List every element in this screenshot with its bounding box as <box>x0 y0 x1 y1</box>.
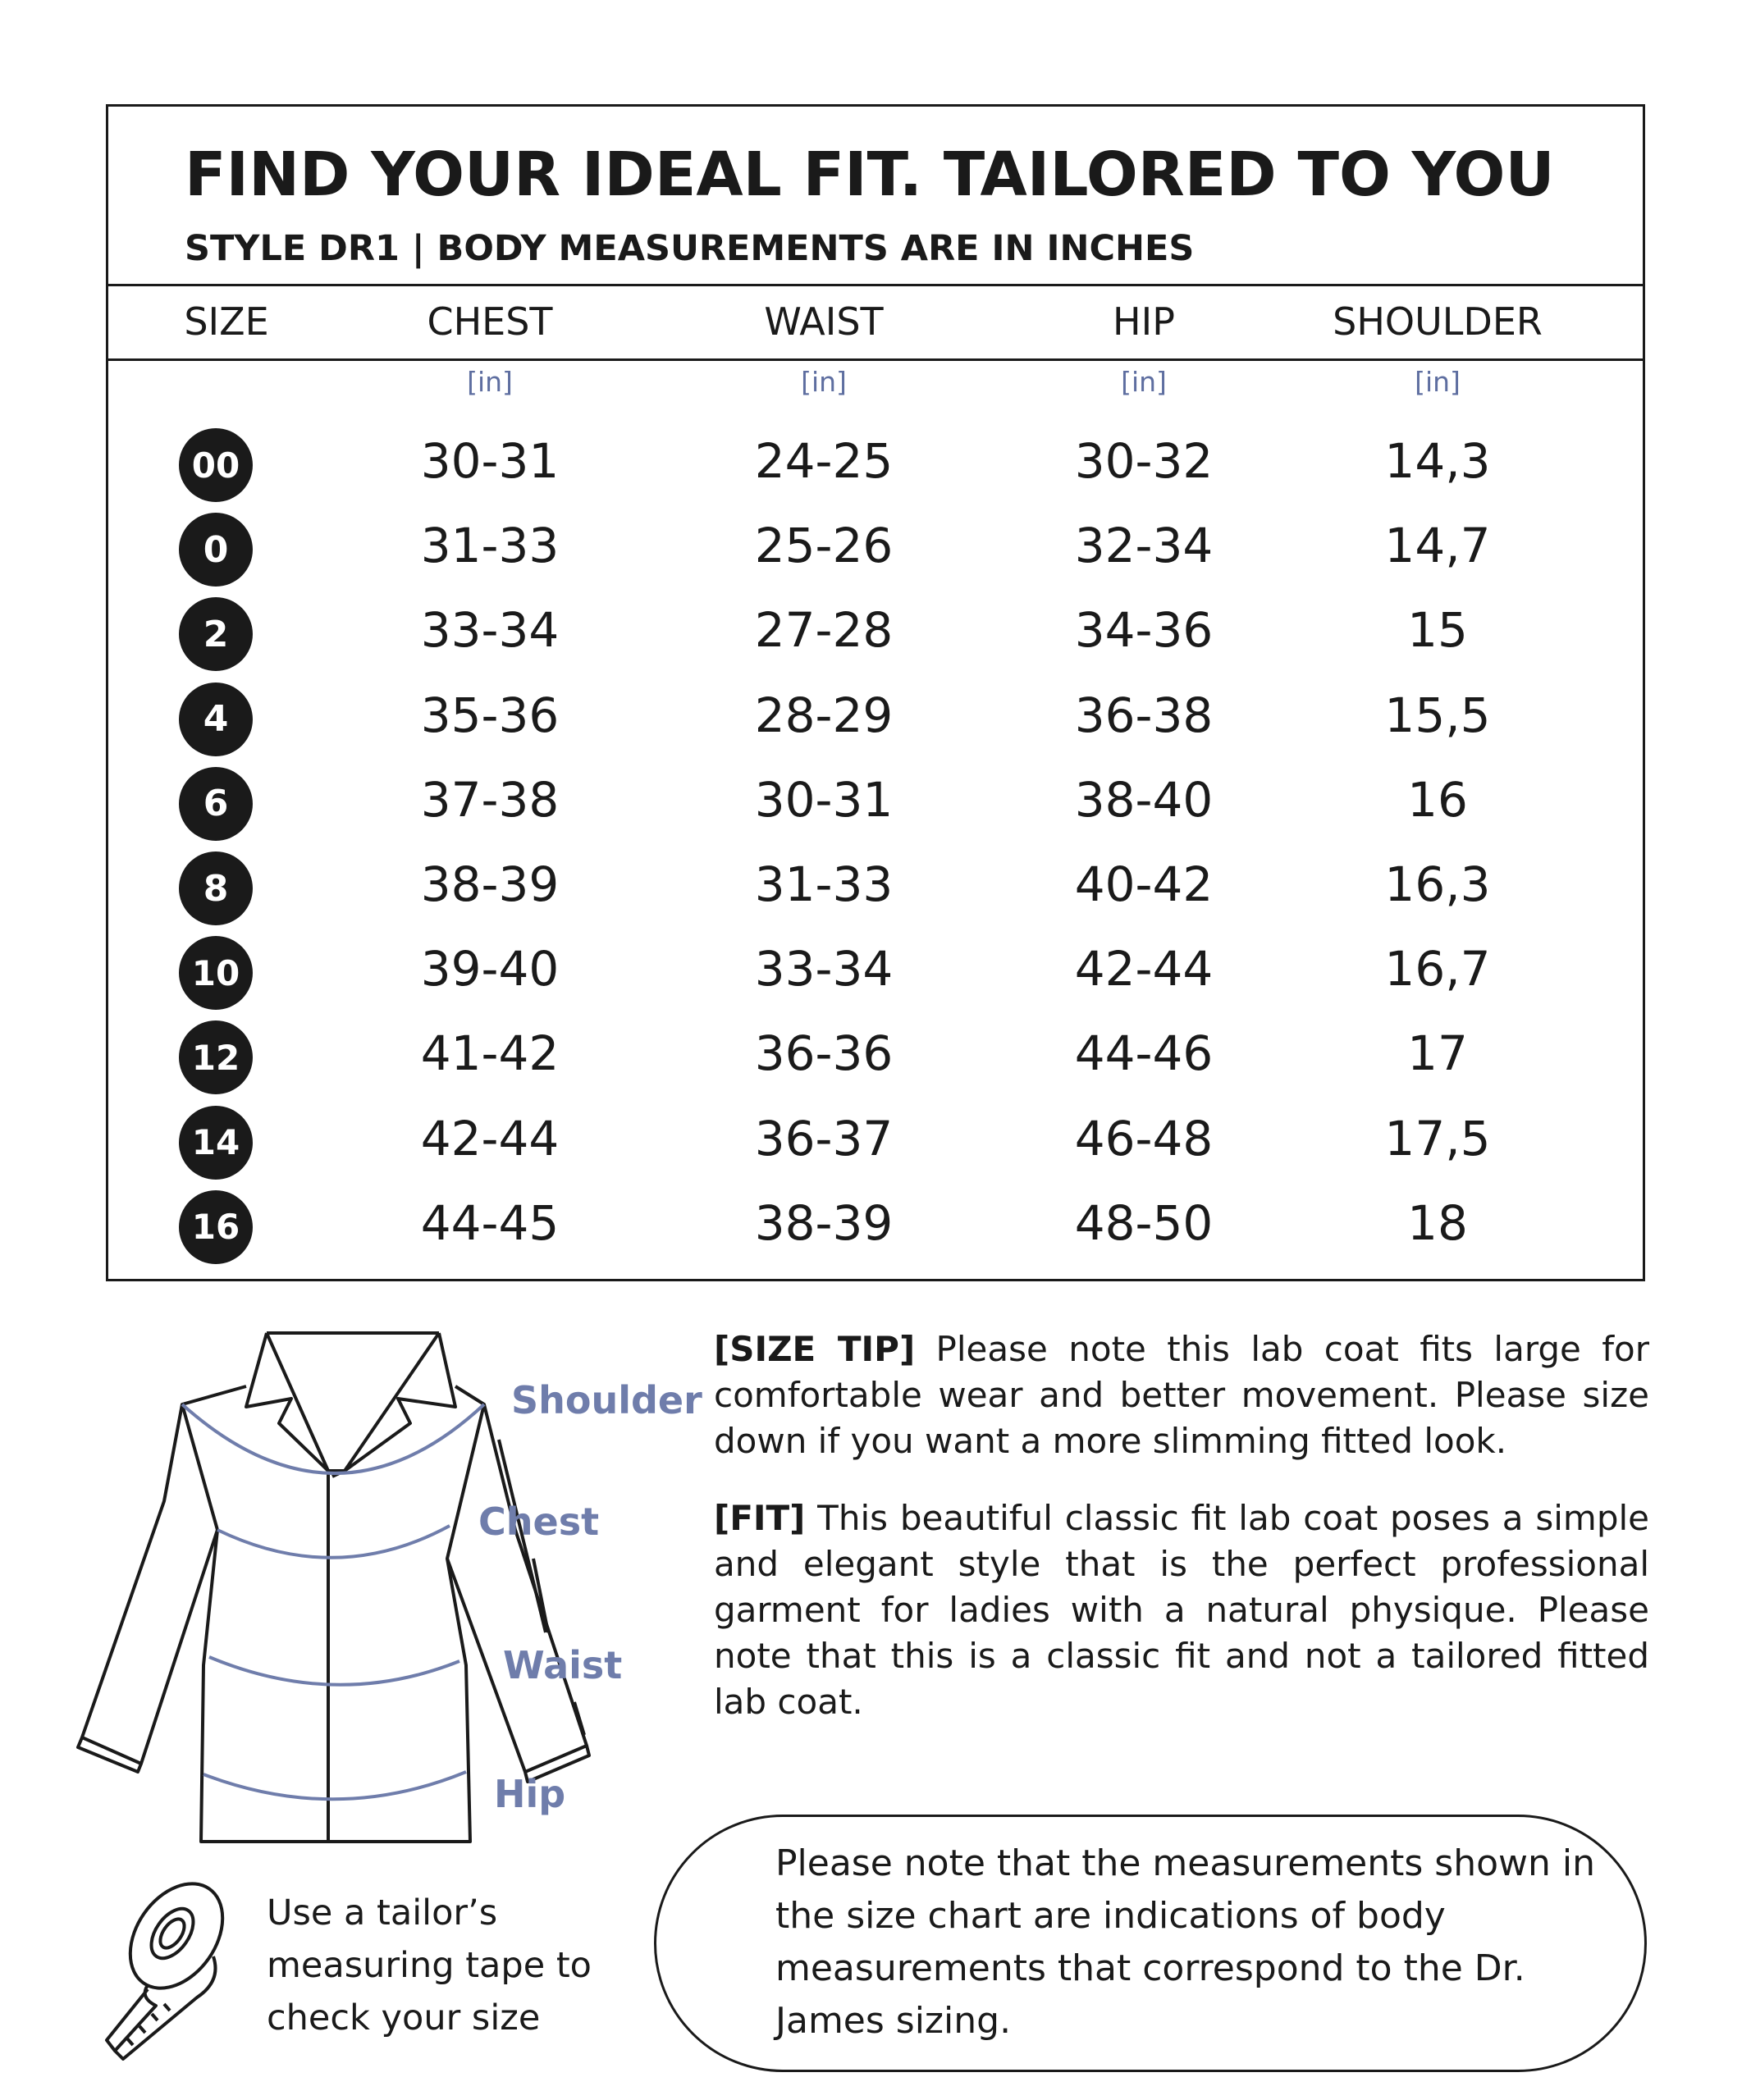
waist-cell: 36-37 <box>754 1110 894 1166</box>
shoulder-cell: 14,7 <box>1384 518 1491 574</box>
column-header-size: SIZE <box>184 299 269 344</box>
fit-text: This beautiful classic fit lab coat poses a simple and elegant style that is the perfect professional garment for ladies with a natural physique. Please note that this is a classic fit and not a tailored fitted lab coat. <box>714 1498 1649 1722</box>
chest-cell: 44-45 <box>420 1194 560 1251</box>
chest-cell: 39-40 <box>420 941 560 998</box>
hip-cell: 40-42 <box>1074 856 1214 912</box>
size-badge: 16 <box>179 1190 253 1264</box>
hip-cell: 42-44 <box>1074 941 1214 998</box>
size-tip-tag: [SIZE TIP] <box>714 1329 916 1369</box>
chest-label: Chest <box>478 1500 600 1544</box>
size-badge: 4 <box>179 682 253 756</box>
hip-cell: 30-32 <box>1074 433 1214 489</box>
column-header-chest: CHEST <box>427 299 553 344</box>
table-row <box>0 1185 1751 1270</box>
column-header-shoulder: SHOULDER <box>1333 299 1543 344</box>
table-row <box>0 847 1751 931</box>
waist-cell: 33-34 <box>754 941 894 998</box>
waist-cell: 30-31 <box>754 771 894 828</box>
size-badge: 6 <box>179 767 253 841</box>
shoulder-cell: 17,5 <box>1384 1110 1491 1166</box>
column-header-hip: HIP <box>1113 299 1175 344</box>
size-badge: 10 <box>179 936 253 1010</box>
fit-tag: [FIT] <box>714 1498 806 1538</box>
table-row <box>0 423 1751 508</box>
unit-label: [in] <box>1415 366 1461 398</box>
shoulder-cell: 15 <box>1407 602 1468 659</box>
hip-cell: 44-46 <box>1074 1025 1214 1082</box>
table-row <box>0 1016 1751 1100</box>
divider <box>106 284 1645 286</box>
hip-cell: 46-48 <box>1074 1110 1214 1166</box>
shoulder-cell: 14,3 <box>1384 433 1491 489</box>
page-subtitle: STYLE DR1 | BODY MEASUREMENTS ARE IN INCHES <box>185 228 1195 269</box>
table-row <box>0 678 1751 762</box>
size-badge: 14 <box>179 1106 253 1180</box>
unit-label: [in] <box>1121 366 1167 398</box>
column-header-waist: WAIST <box>764 299 884 344</box>
waist-cell: 25-26 <box>754 518 894 574</box>
chest-cell: 41-42 <box>420 1025 560 1082</box>
waist-cell: 38-39 <box>754 1194 894 1251</box>
chest-cell: 38-39 <box>420 856 560 912</box>
size-badge: 00 <box>179 428 253 502</box>
fit-paragraph <box>714 1495 1649 1725</box>
page-title: FIND YOUR IDEAL FIT. TAILORED TO YOU <box>185 139 1555 210</box>
shoulder-cell: 18 <box>1407 1194 1468 1251</box>
chest-cell: 37-38 <box>420 771 560 828</box>
divider <box>106 358 1645 361</box>
chest-cell: 30-31 <box>420 433 560 489</box>
waist-cell: 36-36 <box>754 1025 894 1082</box>
waist-cell: 28-29 <box>754 687 894 743</box>
shoulder-measure-line <box>182 1404 484 1473</box>
shoulder-label: Shoulder <box>511 1378 702 1422</box>
hip-cell: 48-50 <box>1074 1194 1214 1251</box>
size-badge: 8 <box>179 851 253 925</box>
table-row <box>0 1101 1751 1185</box>
size-badge: 0 <box>179 513 253 587</box>
size-badge: 2 <box>179 597 253 671</box>
disclaimer-text: Please note that the measurements shown in the size chart are indications of body measurements that correspond to the Dr. James sizing. <box>775 1842 1596 2042</box>
chest-cell: 35-36 <box>420 687 560 743</box>
hip-label: Hip <box>494 1772 566 1816</box>
chest-cell: 31-33 <box>420 518 560 574</box>
unit-label: [in] <box>467 366 513 398</box>
hip-cell: 32-34 <box>1074 518 1214 574</box>
shoulder-cell: 17 <box>1407 1025 1468 1082</box>
hip-cell: 34-36 <box>1074 602 1214 659</box>
waist-label: Waist <box>503 1643 623 1687</box>
shoulder-cell: 16,7 <box>1384 941 1491 998</box>
waist-cell: 31-33 <box>754 856 894 912</box>
shoulder-cell: 16 <box>1407 771 1468 828</box>
hip-cell: 38-40 <box>1074 771 1214 828</box>
size-badge: 12 <box>179 1020 253 1094</box>
shoulder-cell: 16,3 <box>1384 856 1491 912</box>
waist-cell: 27-28 <box>754 602 894 659</box>
hip-measure-line <box>203 1772 466 1799</box>
chest-cell: 42-44 <box>420 1110 560 1166</box>
size-tip-text: Please note this lab coat fits large for comfortable wear and better movement. Please size down if you want a more slimming fitted look. <box>714 1329 1649 1461</box>
table-row <box>0 931 1751 1016</box>
waist-cell: 24-25 <box>754 433 894 489</box>
chest-cell: 33-34 <box>420 602 560 659</box>
tape-note: Use a tailor’s measuring tape to check your size <box>267 1892 592 2038</box>
hip-cell: 36-38 <box>1074 687 1214 743</box>
chest-measure-line <box>217 1526 450 1558</box>
waist-measure-line <box>209 1657 459 1685</box>
table-row <box>0 762 1751 847</box>
shoulder-cell: 15,5 <box>1384 687 1491 743</box>
unit-label: [in] <box>801 366 847 398</box>
table-row <box>0 508 1751 592</box>
table-row <box>0 592 1751 677</box>
measuring-tape-icon <box>98 1874 263 2067</box>
size-tip-paragraph <box>714 1326 1649 1464</box>
